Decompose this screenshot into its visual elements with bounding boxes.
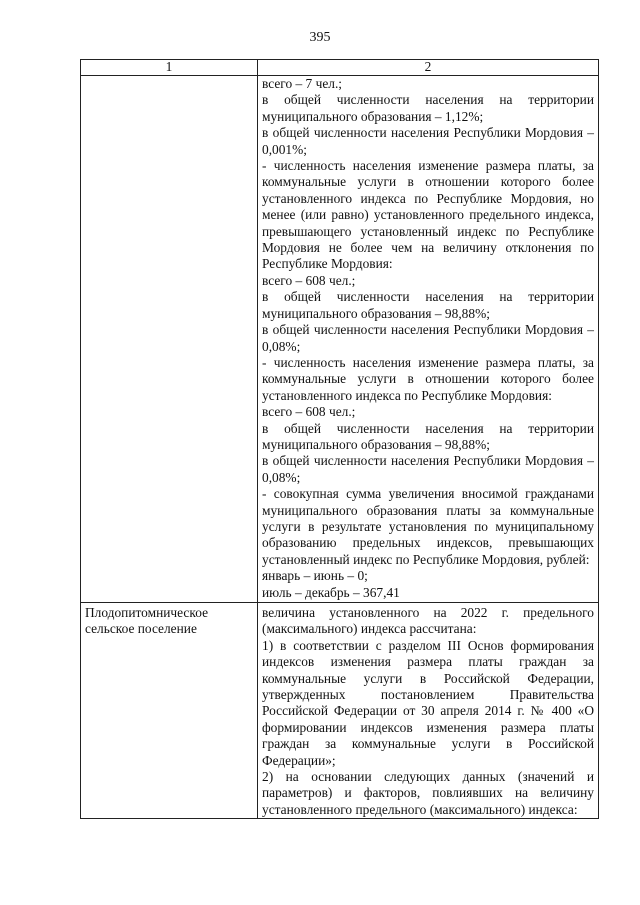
row-content (258, 76, 599, 603)
paragraph: январь – июнь – 0; (262, 568, 368, 584)
row-content (258, 603, 599, 819)
paragraph: в общей численности населения Республики Мордовия – 0,08%; (262, 453, 594, 485)
column-header-2: 2 (258, 60, 599, 76)
paragraph: в общей численности населения Республики Мордовия – 0,08%; (262, 322, 594, 354)
paragraph: в общей численности населения на территории муниципального образования – 98,88%; (262, 420, 594, 452)
paragraph: 2) на основании следующих данных (значений и параметров) и факторов, повлиявших на величину установленного предельного (максимального) индекса: (262, 769, 594, 817)
column-header-1: 1 (81, 60, 258, 76)
paragraph: - численность населения изменение размера платы, за коммунальные услуги в отношении которого более установленного индекса по Республике Мордовия: (262, 354, 594, 403)
document-table (80, 59, 599, 819)
paragraph: в общей численности населения Республики Мордовия – 0,001%; (262, 125, 594, 157)
table-row (81, 603, 599, 819)
paragraph: всего – 7 чел.; (262, 76, 343, 91)
paragraph: - численность населения изменение размера платы, за коммунальные услуги в отношении которого более установленного индекса по Республике Мордовия, но менее (или равно) установленного предельного индекса, превышающего установленный индекс по Республике Мордовия не более чем на величину отклонения по Республике Мордовия: (262, 158, 594, 272)
paragraph: в общей численности населения на территории муниципального образования – 98,88%; (262, 289, 594, 321)
row-label: Плодопитомническое сельское поселение (81, 603, 258, 819)
paragraph: всего – 608 чел.; (262, 272, 356, 288)
paragraph: - совокупная сумма увеличения вносимой гражданами муниципального образования платы за коммунальные услуги в результате установления по муниципальному образованию предельных индексов, превышающих установленный индекс по Республике Мордовия, рублей: (262, 486, 594, 567)
paragraph: июль – декабрь – 367,41 (262, 584, 400, 600)
paragraph: 1) в соответствии с разделом III Основ формирования индексов изменения размера платы граждан за коммунальные услуги в Российской Федерации, утвержденных постановлением Правительства Российской Федерации от 30 апреля 2014 г. № 400 «О формировании индексов изменения размера платы граждан за коммунальные услуги в Российской Федерации»; (262, 637, 594, 768)
row-label (81, 76, 258, 603)
paragraph: в общей численности населения на территории муниципального образования – 1,12%; (262, 92, 594, 124)
paragraph: величина установленного на 2022 г. предельного (максимального) индекса рассчитана: (262, 605, 594, 637)
paragraph: всего – 608 чел.; (262, 404, 356, 420)
table-row (81, 76, 599, 603)
table-header-row (81, 60, 599, 76)
page-number: 395 (309, 30, 331, 45)
